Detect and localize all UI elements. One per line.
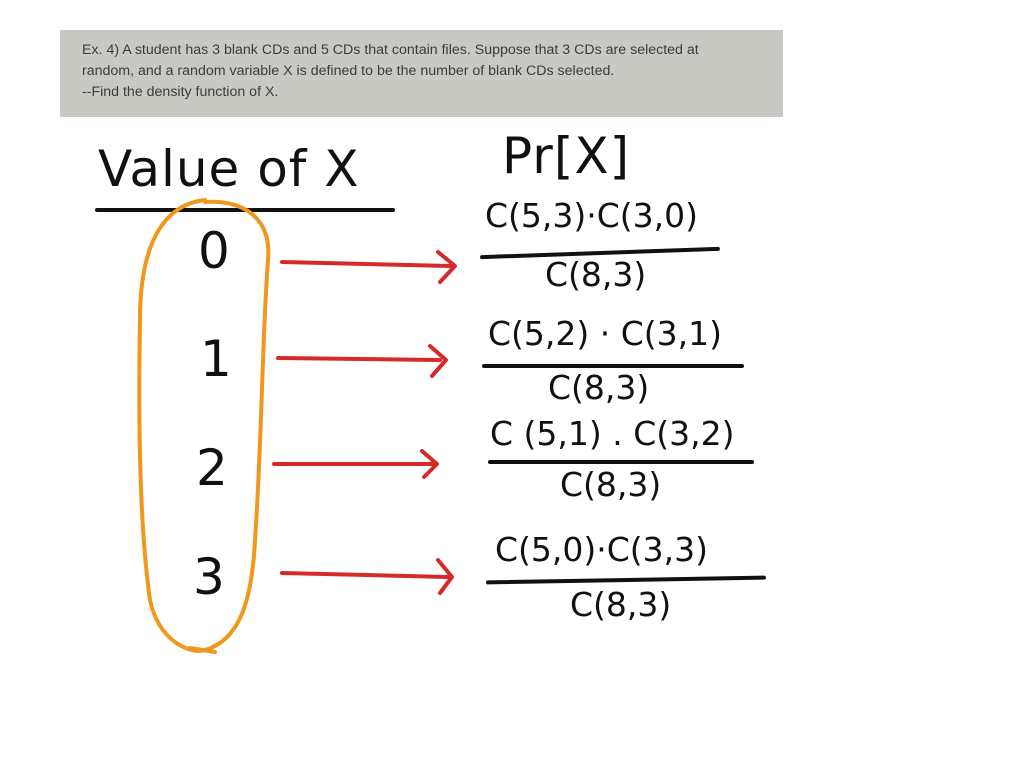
prob-1-denominator: C(8,3) <box>548 368 650 407</box>
prob-0-numerator: C(5,3)·C(3,0) <box>485 196 699 235</box>
problem-line-2: random, and a random variable X is defined to be the number of blank CDs selected. <box>82 63 615 79</box>
x-value-3: 3 <box>193 548 225 606</box>
prob-2-numerator: C (5,1) . C(3,2) <box>490 414 735 453</box>
arrow-row-2 <box>274 451 437 477</box>
problem-line-3: --Find the density function of X. <box>82 84 279 100</box>
value-of-x-header: Value of X <box>98 140 360 198</box>
probability-header: Pr[X] <box>502 127 631 185</box>
prob-2-denominator: C(8,3) <box>560 465 662 504</box>
arrow-row-0 <box>282 252 455 282</box>
arrow-row-3 <box>282 560 452 593</box>
x-value-2: 2 <box>196 439 228 497</box>
arrow-row-1 <box>278 346 446 376</box>
prob-1-numerator: C(5,2) · C(3,1) <box>488 314 723 353</box>
x-value-0: 0 <box>198 222 230 280</box>
prob-3-numerator: C(5,0)·C(3,3) <box>495 530 709 569</box>
orange-circle-annotation <box>139 200 268 651</box>
prob-3-denominator: C(8,3) <box>570 585 672 624</box>
problem-line-1: Ex. 4) A student has 3 blank CDs and 5 CDs that contain files. Suppose that 3 CDs are selected at <box>82 42 699 58</box>
x-value-1: 1 <box>200 330 232 388</box>
prob-0-denominator: C(8,3) <box>545 255 647 294</box>
